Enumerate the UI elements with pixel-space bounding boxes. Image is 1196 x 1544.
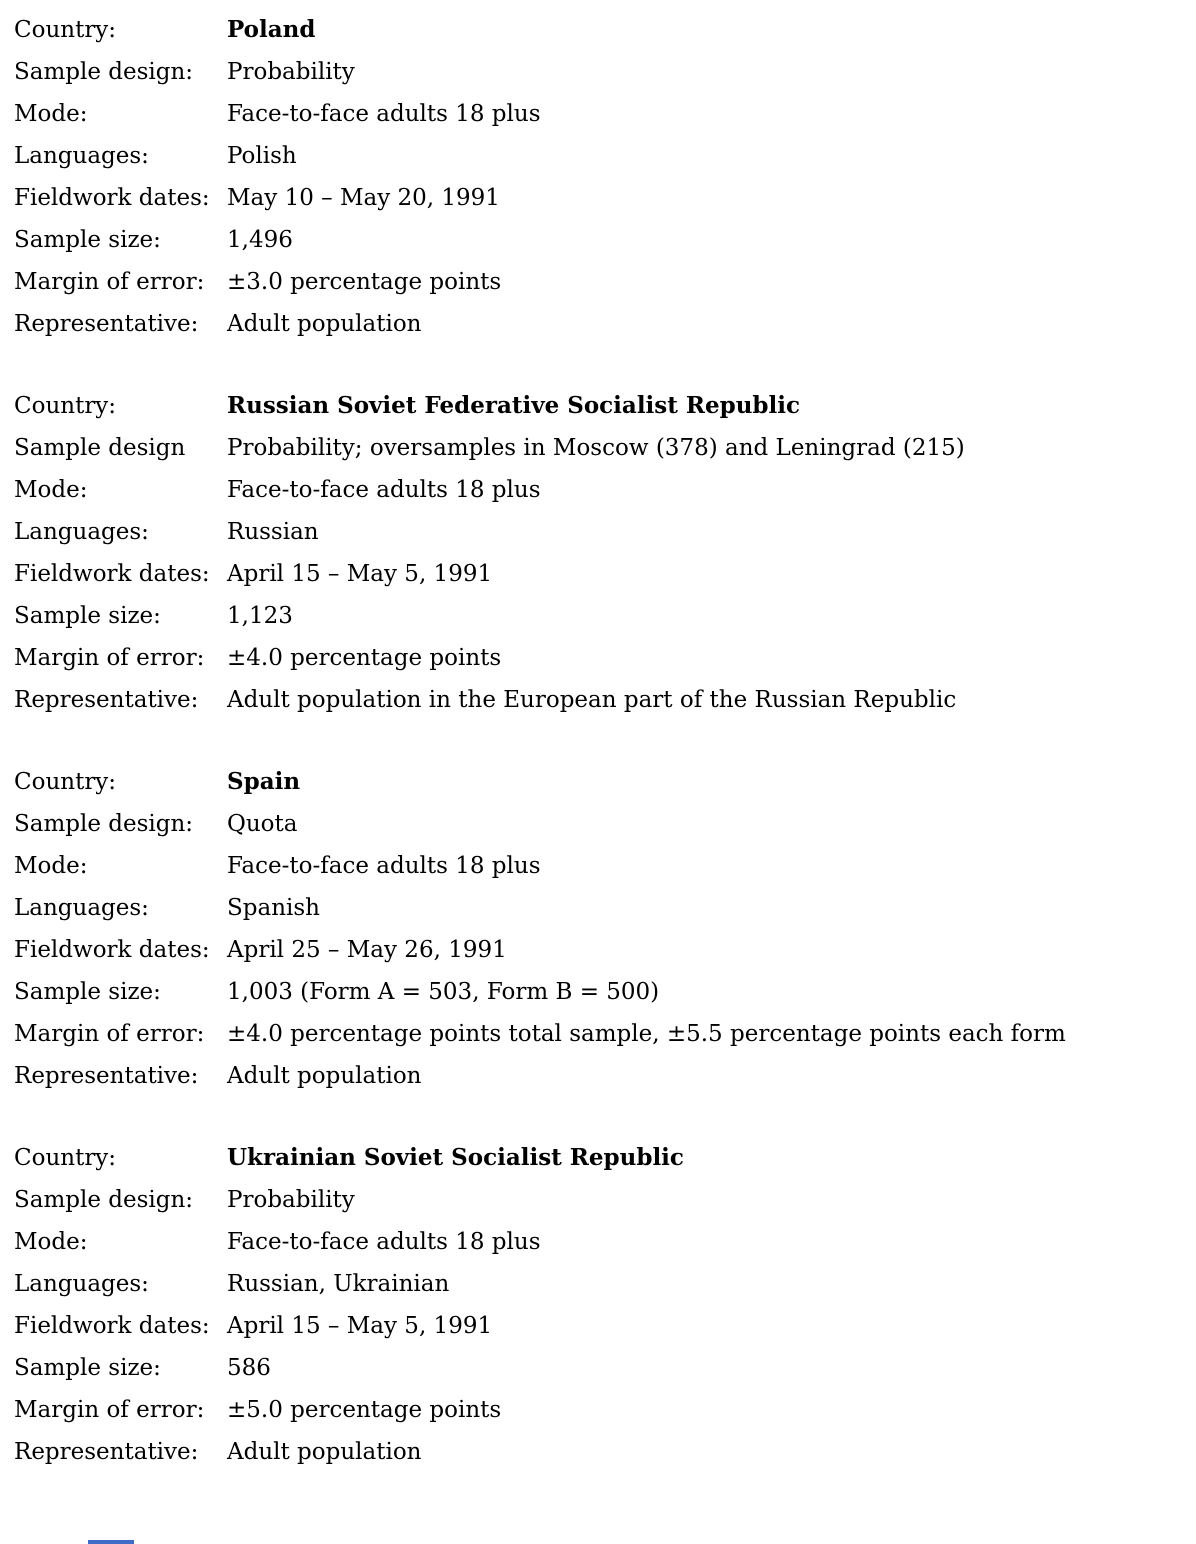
country-block-poland xyxy=(14,9,1176,345)
field-row-languages xyxy=(14,887,1176,929)
field-value: Probability xyxy=(227,59,355,85)
field-label: Country: xyxy=(14,17,117,43)
field-row-sample-size xyxy=(14,219,1176,261)
field-label: Fieldwork dates: xyxy=(14,1313,210,1339)
field-value: Adult population xyxy=(227,311,422,337)
field-value: May 10 – May 20, 1991 xyxy=(227,185,500,211)
country-block-russian-sfsr xyxy=(14,385,1176,721)
field-row-sample-design xyxy=(14,51,1176,93)
field-label: Margin of error: xyxy=(14,645,205,671)
field-label: Country: xyxy=(14,1145,117,1171)
field-value: Probability xyxy=(227,1187,355,1213)
field-row-representative xyxy=(14,1055,1176,1097)
field-label: Languages: xyxy=(14,519,149,545)
country-name: Spain xyxy=(227,768,301,795)
field-label: Margin of error: xyxy=(14,1021,205,1047)
country-name: Ukrainian Soviet Socialist Republic xyxy=(227,1144,684,1171)
field-value: ±3.0 percentage points xyxy=(227,269,502,295)
field-label: Fieldwork dates: xyxy=(14,937,210,963)
field-row-margin-of-error xyxy=(14,1013,1176,1055)
field-value: Probability; oversamples in Moscow (378) and Leningrad (215) xyxy=(227,435,965,461)
field-label: Country: xyxy=(14,393,117,419)
field-row-fieldwork-dates xyxy=(14,177,1176,219)
field-label: Languages: xyxy=(14,143,149,169)
field-row-languages xyxy=(14,1263,1176,1305)
field-value: Adult population xyxy=(227,1439,422,1465)
field-row-margin-of-error xyxy=(14,1389,1176,1431)
field-label: Mode: xyxy=(14,853,88,879)
field-label: Fieldwork dates: xyxy=(14,561,210,587)
field-value: 1,003 (Form A = 503, Form B = 500) xyxy=(227,979,660,1005)
field-row-sample-design xyxy=(14,1179,1176,1221)
field-value: Polish xyxy=(227,143,297,169)
field-value: 586 xyxy=(227,1355,271,1381)
country-name: Russian Soviet Federative Socialist Republic xyxy=(227,392,800,419)
field-label: Representative: xyxy=(14,687,199,713)
field-label: Mode: xyxy=(14,101,88,127)
field-value: Face-to-face adults 18 plus xyxy=(227,477,541,503)
field-value: April 15 – May 5, 1991 xyxy=(227,1313,493,1339)
field-row-country xyxy=(14,9,1176,51)
field-label: Languages: xyxy=(14,1271,149,1297)
country-block-ukrainian-ssr xyxy=(14,1137,1176,1473)
field-row-sample-design xyxy=(14,803,1176,845)
field-value: April 15 – May 5, 1991 xyxy=(227,561,493,587)
field-value: Face-to-face adults 18 plus xyxy=(227,101,541,127)
field-label: Fieldwork dates: xyxy=(14,185,210,211)
field-row-sample-size xyxy=(14,595,1176,637)
field-label: Sample size: xyxy=(14,979,161,1005)
field-label: Sample design: xyxy=(14,59,194,85)
field-value: ±4.0 percentage points xyxy=(227,645,502,671)
field-value: April 25 – May 26, 1991 xyxy=(227,937,507,963)
field-row-languages xyxy=(14,511,1176,553)
country-name: Poland xyxy=(227,16,316,43)
cutoff-blue-element-fragment xyxy=(88,1540,134,1544)
country-block-spain xyxy=(14,761,1176,1097)
field-row-mode xyxy=(14,469,1176,511)
field-label: Mode: xyxy=(14,477,88,503)
field-row-representative xyxy=(14,679,1176,721)
field-row-country xyxy=(14,761,1176,803)
field-label: Languages: xyxy=(14,895,149,921)
field-label: Sample design: xyxy=(14,1187,194,1213)
field-row-fieldwork-dates xyxy=(14,929,1176,971)
field-row-mode xyxy=(14,93,1176,135)
field-value: Adult population in the European part of the Russian Republic xyxy=(227,687,957,713)
field-value: Face-to-face adults 18 plus xyxy=(227,853,541,879)
field-value: Russian xyxy=(227,519,319,545)
field-label: Sample design xyxy=(14,435,186,461)
field-label: Mode: xyxy=(14,1229,88,1255)
field-row-sample-design xyxy=(14,427,1176,469)
field-label: Sample size: xyxy=(14,603,161,629)
field-label: Representative: xyxy=(14,1439,199,1465)
field-row-representative xyxy=(14,1431,1176,1473)
field-value: Spanish xyxy=(227,895,320,921)
field-row-sample-size xyxy=(14,1347,1176,1389)
field-value: Quota xyxy=(227,811,298,837)
field-row-country xyxy=(14,385,1176,427)
field-row-fieldwork-dates xyxy=(14,553,1176,595)
field-label: Margin of error: xyxy=(14,1397,205,1423)
field-label: Margin of error: xyxy=(14,269,205,295)
field-label: Sample design: xyxy=(14,811,194,837)
field-row-languages xyxy=(14,135,1176,177)
field-label: Country: xyxy=(14,769,117,795)
field-label: Sample size: xyxy=(14,227,161,253)
field-value: Russian, Ukrainian xyxy=(227,1271,450,1297)
field-label: Sample size: xyxy=(14,1355,161,1381)
field-label: Representative: xyxy=(14,1063,199,1089)
field-value: ±4.0 percentage points total sample, ±5.5 percentage points each form xyxy=(227,1021,1066,1047)
field-label: Representative: xyxy=(14,311,199,337)
field-value: 1,496 xyxy=(227,227,293,253)
field-value: Face-to-face adults 18 plus xyxy=(227,1229,541,1255)
field-value: Adult population xyxy=(227,1063,422,1089)
field-row-representative xyxy=(14,303,1176,345)
field-value: ±5.0 percentage points xyxy=(227,1397,502,1423)
field-row-margin-of-error xyxy=(14,637,1176,679)
field-row-mode xyxy=(14,845,1176,887)
field-value: 1,123 xyxy=(227,603,293,629)
field-row-mode xyxy=(14,1221,1176,1263)
field-row-country xyxy=(14,1137,1176,1179)
field-row-margin-of-error xyxy=(14,261,1176,303)
field-row-fieldwork-dates xyxy=(14,1305,1176,1347)
field-row-sample-size xyxy=(14,971,1176,1013)
